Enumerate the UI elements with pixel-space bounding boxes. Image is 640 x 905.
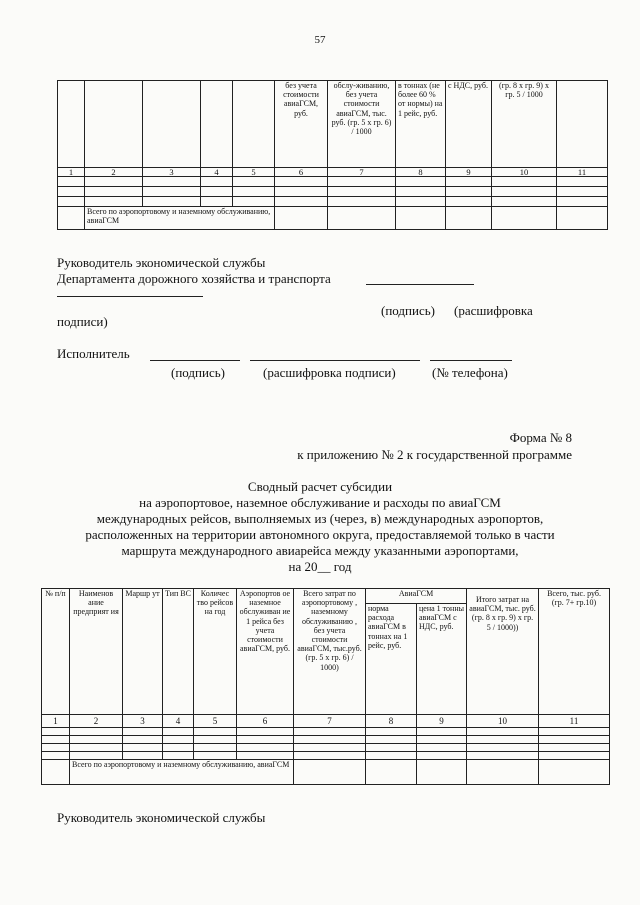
column-number: 1 [58, 168, 85, 177]
table1-header-cell: (гр. 8 x гр. 9) x гр. 5 / 1000 [492, 81, 557, 168]
table-continuation [57, 80, 608, 230]
form-title-line: маршрута международного авиарейса между указанными аэропортами, [121, 543, 519, 558]
column-number: 2 [85, 168, 143, 177]
table-row [42, 728, 610, 736]
executor-decode-label: (расшифровка подписи) [263, 365, 396, 380]
header-fuel-price: цена 1 тонны авиаГСМ с НДС, руб. [417, 604, 467, 715]
decode-line [57, 296, 203, 297]
column-number: 7 [294, 715, 366, 728]
executor-phone-label: (№ телефона) [432, 365, 508, 380]
executor-phone-line [430, 360, 512, 361]
form-title-line: расположенных на территории автономного округа, предоставляемой только в части [85, 527, 555, 542]
form-number: Форма № 8 [509, 430, 572, 445]
table2-number-row [42, 715, 610, 728]
decode-label-cont: подписи) [57, 314, 108, 329]
header-grand-total: Всего, тыс. руб. (гр. 7+ гр.10) [539, 589, 610, 715]
table1-header-cell: без учета стоимости авиаГСМ, руб. [275, 81, 328, 168]
signature-line [366, 284, 474, 285]
column-number: 10 [492, 168, 557, 177]
column-number: 6 [237, 715, 294, 728]
header-total-service: Всего затрат по аэропортовому , наземному обслуживанию , без учета стоимости авиаГСМ, тыс.руб. (гр. 5 x гр. 6) / 1000) [294, 589, 366, 715]
table1-total-row [58, 207, 608, 230]
header-fuel-norm: норма расхода авиаГСМ в тоннах на 1 рейс, руб. [366, 604, 417, 715]
decode-label: (расшифровка [454, 303, 533, 318]
table2-total-row [42, 760, 610, 785]
table-row [58, 187, 608, 197]
table-row [58, 197, 608, 207]
form-appendix: к приложению № 2 к государственной программе [297, 447, 572, 462]
column-number: 5 [233, 168, 275, 177]
column-number: 11 [557, 168, 608, 177]
header-route: Маршр ут [123, 589, 163, 715]
column-number: 1 [42, 715, 70, 728]
header-fuel-total: Итого затрат на авиаГСМ, тыс. руб. (гр. 8 x гр. 9) x гр. 5 / 1000)) [467, 589, 539, 715]
table1-header-cell: с НДС, руб. [446, 81, 492, 168]
total-label: Всего по аэропортовому и наземному обслуживанию, авиаГСМ [70, 760, 294, 785]
column-number: 6 [275, 168, 328, 177]
form-title-line: на аэропортовое, наземное обслуживание и расходы по авиаГСМ [139, 495, 501, 510]
table-row [42, 744, 610, 752]
header-aircraft-type: Тип ВС [163, 589, 194, 715]
executor-signature-line [150, 360, 240, 361]
table-row [42, 752, 610, 760]
column-number: 11 [539, 715, 610, 728]
table1-header-cell: в тоннах (не более 60 % от нормы) на 1 рейс, руб. [396, 81, 446, 168]
column-number: 2 [70, 715, 123, 728]
header-company: Наименов ание предприят ия [70, 589, 123, 715]
header-fuel-group: АвиаГСМ [366, 589, 467, 604]
table-row [58, 177, 608, 187]
executor-signature-label: (подпись) [171, 365, 225, 380]
table1-header-row [58, 81, 608, 168]
header-index: № п/п [42, 589, 70, 715]
column-number: 7 [328, 168, 396, 177]
page-number: 57 [314, 34, 326, 46]
form-title-line: международных рейсов, выполняемых из (через, в) международных аэропортов, [96, 511, 544, 526]
column-number: 3 [143, 168, 201, 177]
signature-label: (подпись) [381, 303, 435, 318]
total-label: Всего по аэропортовому и наземному обслуживанию, авиаГСМ [85, 207, 275, 230]
executor-label: Исполнитель [57, 346, 130, 361]
form-title-line: на 20__ год [288, 559, 352, 574]
subsidy-calculation-table [41, 588, 610, 785]
department-name: Департамента дорожного хозяйства и транспорта [57, 271, 331, 286]
table-row [42, 736, 610, 744]
executor-decode-line [250, 360, 420, 361]
column-number: 5 [194, 715, 237, 728]
column-number: 3 [123, 715, 163, 728]
column-number: 4 [201, 168, 233, 177]
column-number: 8 [366, 715, 417, 728]
column-number: 4 [163, 715, 194, 728]
head-economic-service: Руководитель экономической службы [57, 255, 266, 270]
table1-header-cell: обслу-живанию, без учета стоимости авиаГСМ, тыс. руб. (гр. 5 x гр. 6) / 1000 [328, 81, 396, 168]
table2-header-row [42, 589, 610, 604]
header-flights-count: Количес тво рейсов на год [194, 589, 237, 715]
header-airport-service: Аэропортов ое наземное обслуживан ие 1 рейса без учета стоимости авиаГСМ, руб. [237, 589, 294, 715]
column-number: 10 [467, 715, 539, 728]
footer-head-economic-service: Руководитель экономической службы [57, 810, 266, 825]
column-number: 8 [396, 168, 446, 177]
column-number: 9 [446, 168, 492, 177]
table1-number-row [58, 168, 608, 177]
form-title-line: Сводный расчет субсидии [247, 479, 393, 494]
column-number: 9 [417, 715, 467, 728]
